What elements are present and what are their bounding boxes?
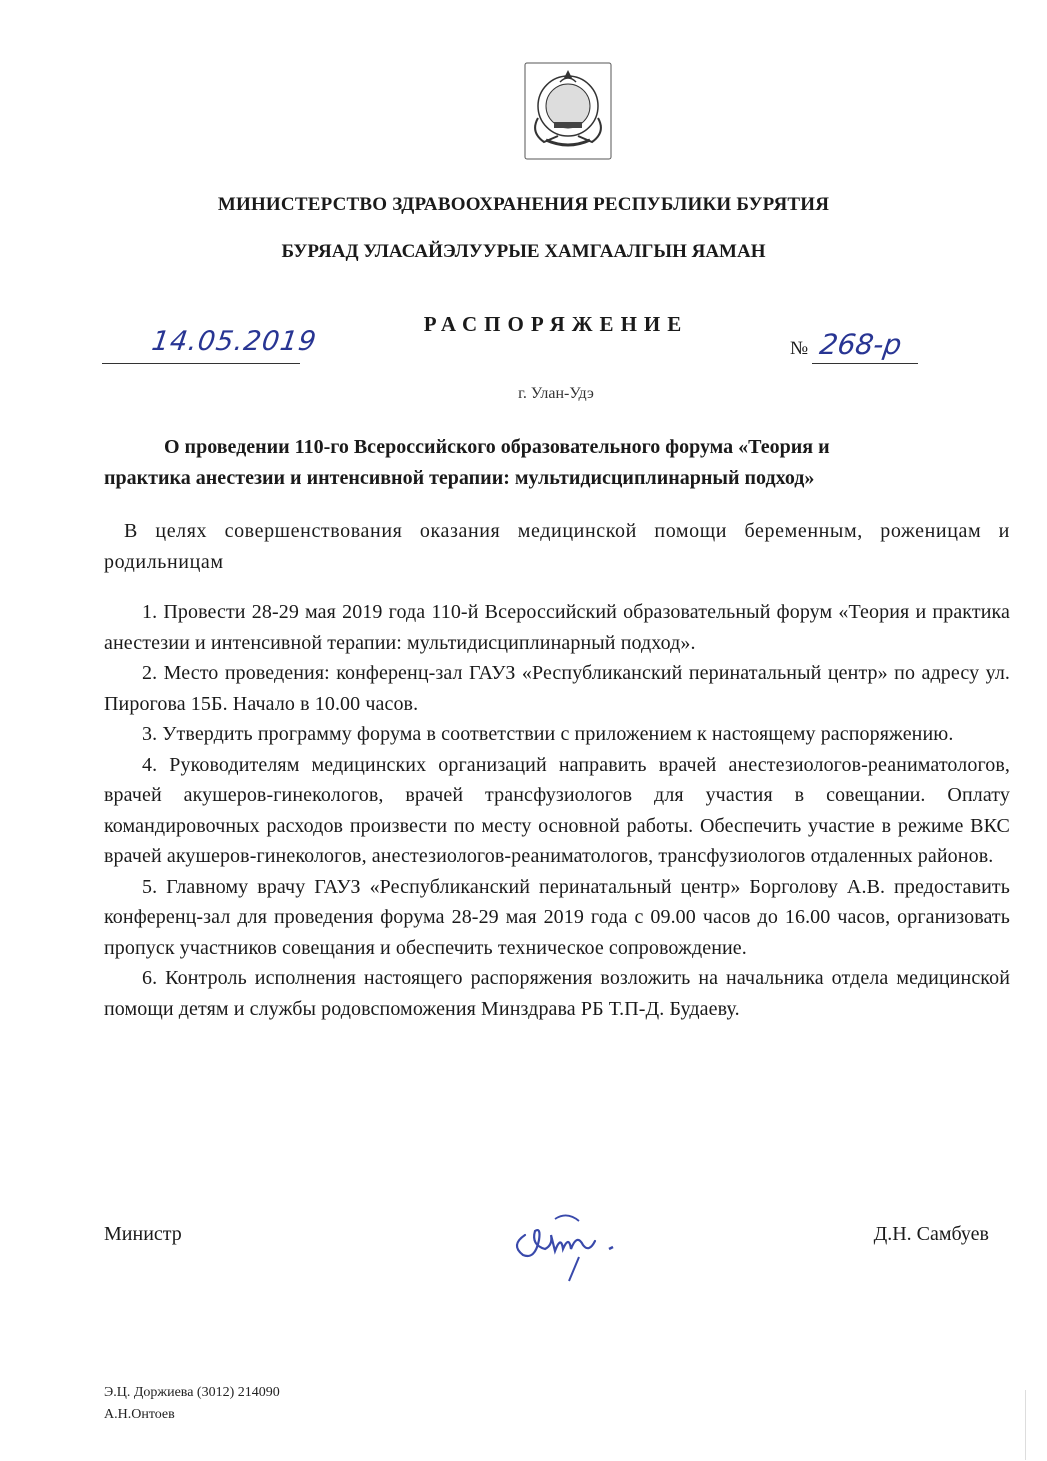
order-item: 4. Руководителям медицинских организаций направить врачей анестезиологов-реаниматологов, врачей акушеров-гинекологов, врачей трансфузиологов для участия в совещании. Оплату командировочных расходов произвести по месту основной работы. Обеспечить участие в режиме ВКС врачей акушеров-гинекологов, анестезиологов-реаниматологов, трансфузиологов отдаленных районов. [104,753,1010,867]
signatory-role: Министр [104,1223,182,1245]
document-number [790,330,930,370]
order-item: 6. Контроль исполнения настоящего распоряжения возложить на начальника отдела медицинской помощи детям и службы родовспоможения Минздрава РБ Т.П-Д. Будаеву. [104,967,1010,1020]
document-type: РАСПОРЯЖЕНИЕ [423,312,689,336]
title-line-1: О проведении 110-го Всероссийского образовательного форума «Теория и [164,436,830,458]
order-item: 3. Утвердить программу форума в соответствии с приложением к настоящему распоряжению. [142,723,954,745]
number-prefix: № [790,338,809,359]
document-city: г. Улан-Удэ [518,385,594,402]
ministry-name-ru: МИНИСТЕРСТВО ЗДРАВООХРАНЕНИЯ РЕСПУБЛИКИ БУРЯТИЯ [217,194,830,215]
document-date [102,326,319,366]
contact-line: А.Н.Онтоев [104,1407,175,1422]
order-item: 5. Главному врачу ГАУЗ «Республиканский перинатальный центр» Борголову А.В. предоставить конференц-зал для проведения форума 28-29 мая 2019 года с 09.00 часов до 16.00 часов, организовать пропуск участников совещания и обеспечить техническое сопровождение. [104,875,1010,959]
scan-edge-mark [1025,1390,1026,1460]
emblem-icon [524,62,612,160]
number-underline [812,363,918,364]
date-value: 14.05.2019 [149,326,319,357]
contact-block [104,1382,280,1426]
order-item: 1. Провести 28-29 мая 2019 года 110-й Всероссийский образовательный форум «Теория и практика анестезии и интенсивной терапии: мультидисциплинарный подход». [104,601,1010,654]
title-line-2: практика анестезии и интенсивной терапии: мультидисциплинарный подход» [104,467,815,489]
signatory-name: Д.Н. Самбуев [873,1223,989,1245]
order-item: 2. Место проведения: конференц-зал ГАУЗ «Республиканский перинатальный центр» по адресу ул. Пирогова 15Б. Начало в 10.00 часов. [104,662,1010,715]
preamble: В целях совершенствования оказания медицинской помощи беременным, роженицам и родильницам [104,520,1010,573]
document-title [104,432,1008,494]
signature-icon [505,1205,635,1285]
ministry-name-bua: БУРЯАД УЛАСАЙЭЛУУРЫЕ ХАМГААЛГЫН ЯАМАН [281,241,766,262]
date-underline [102,363,300,364]
contact-line: Э.Ц. Доржиева (3012) 214090 [104,1385,280,1400]
order-items [104,597,1010,1024]
number-value: 268-р [817,328,904,361]
